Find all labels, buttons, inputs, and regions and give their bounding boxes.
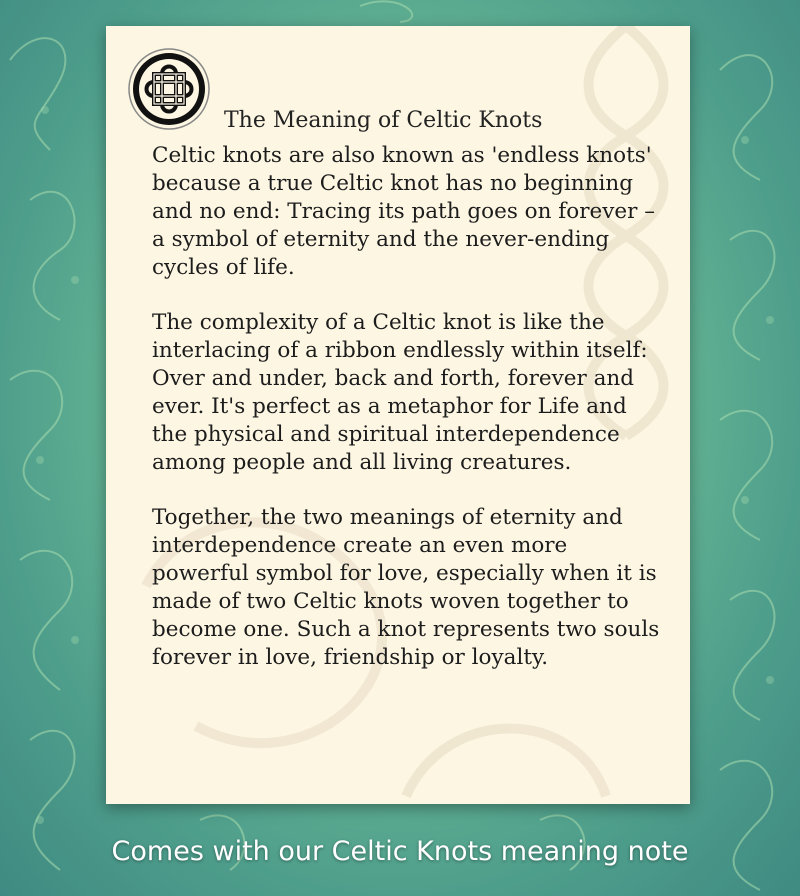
meaning-note-card bbox=[106, 26, 690, 804]
note-header bbox=[128, 48, 668, 133]
paragraph-eternity: Celtic knots are also known as 'endless knots' because a true Celtic knot has no beginning and no end: Tracing its path goes on forever – a symbol of eternity and the never-ending cycles of life. bbox=[152, 143, 655, 280]
note-body bbox=[152, 142, 662, 699]
note-title: The Meaning of Celtic Knots bbox=[224, 108, 543, 133]
paragraph-interdependence: The complexity of a Celtic knot is like the interlacing of a ribbon endlessly within itself: Over and under, back and forth, forever and ever. It's perfect as a metaphor for Life and the physical and spiritual interdependence among people and all living creatures. bbox=[152, 310, 648, 475]
celtic-knot-icon bbox=[128, 48, 210, 130]
product-caption: Comes with our Celtic Knots meaning note bbox=[111, 836, 689, 867]
paragraph-love-symbol: Together, the two meanings of eternity and interdependence create an even more powerful symbol for love, especially when it is made of two Celtic knots woven together to become one. Such a knot represents two souls forever in love, friendship or loyalty. bbox=[152, 505, 660, 670]
